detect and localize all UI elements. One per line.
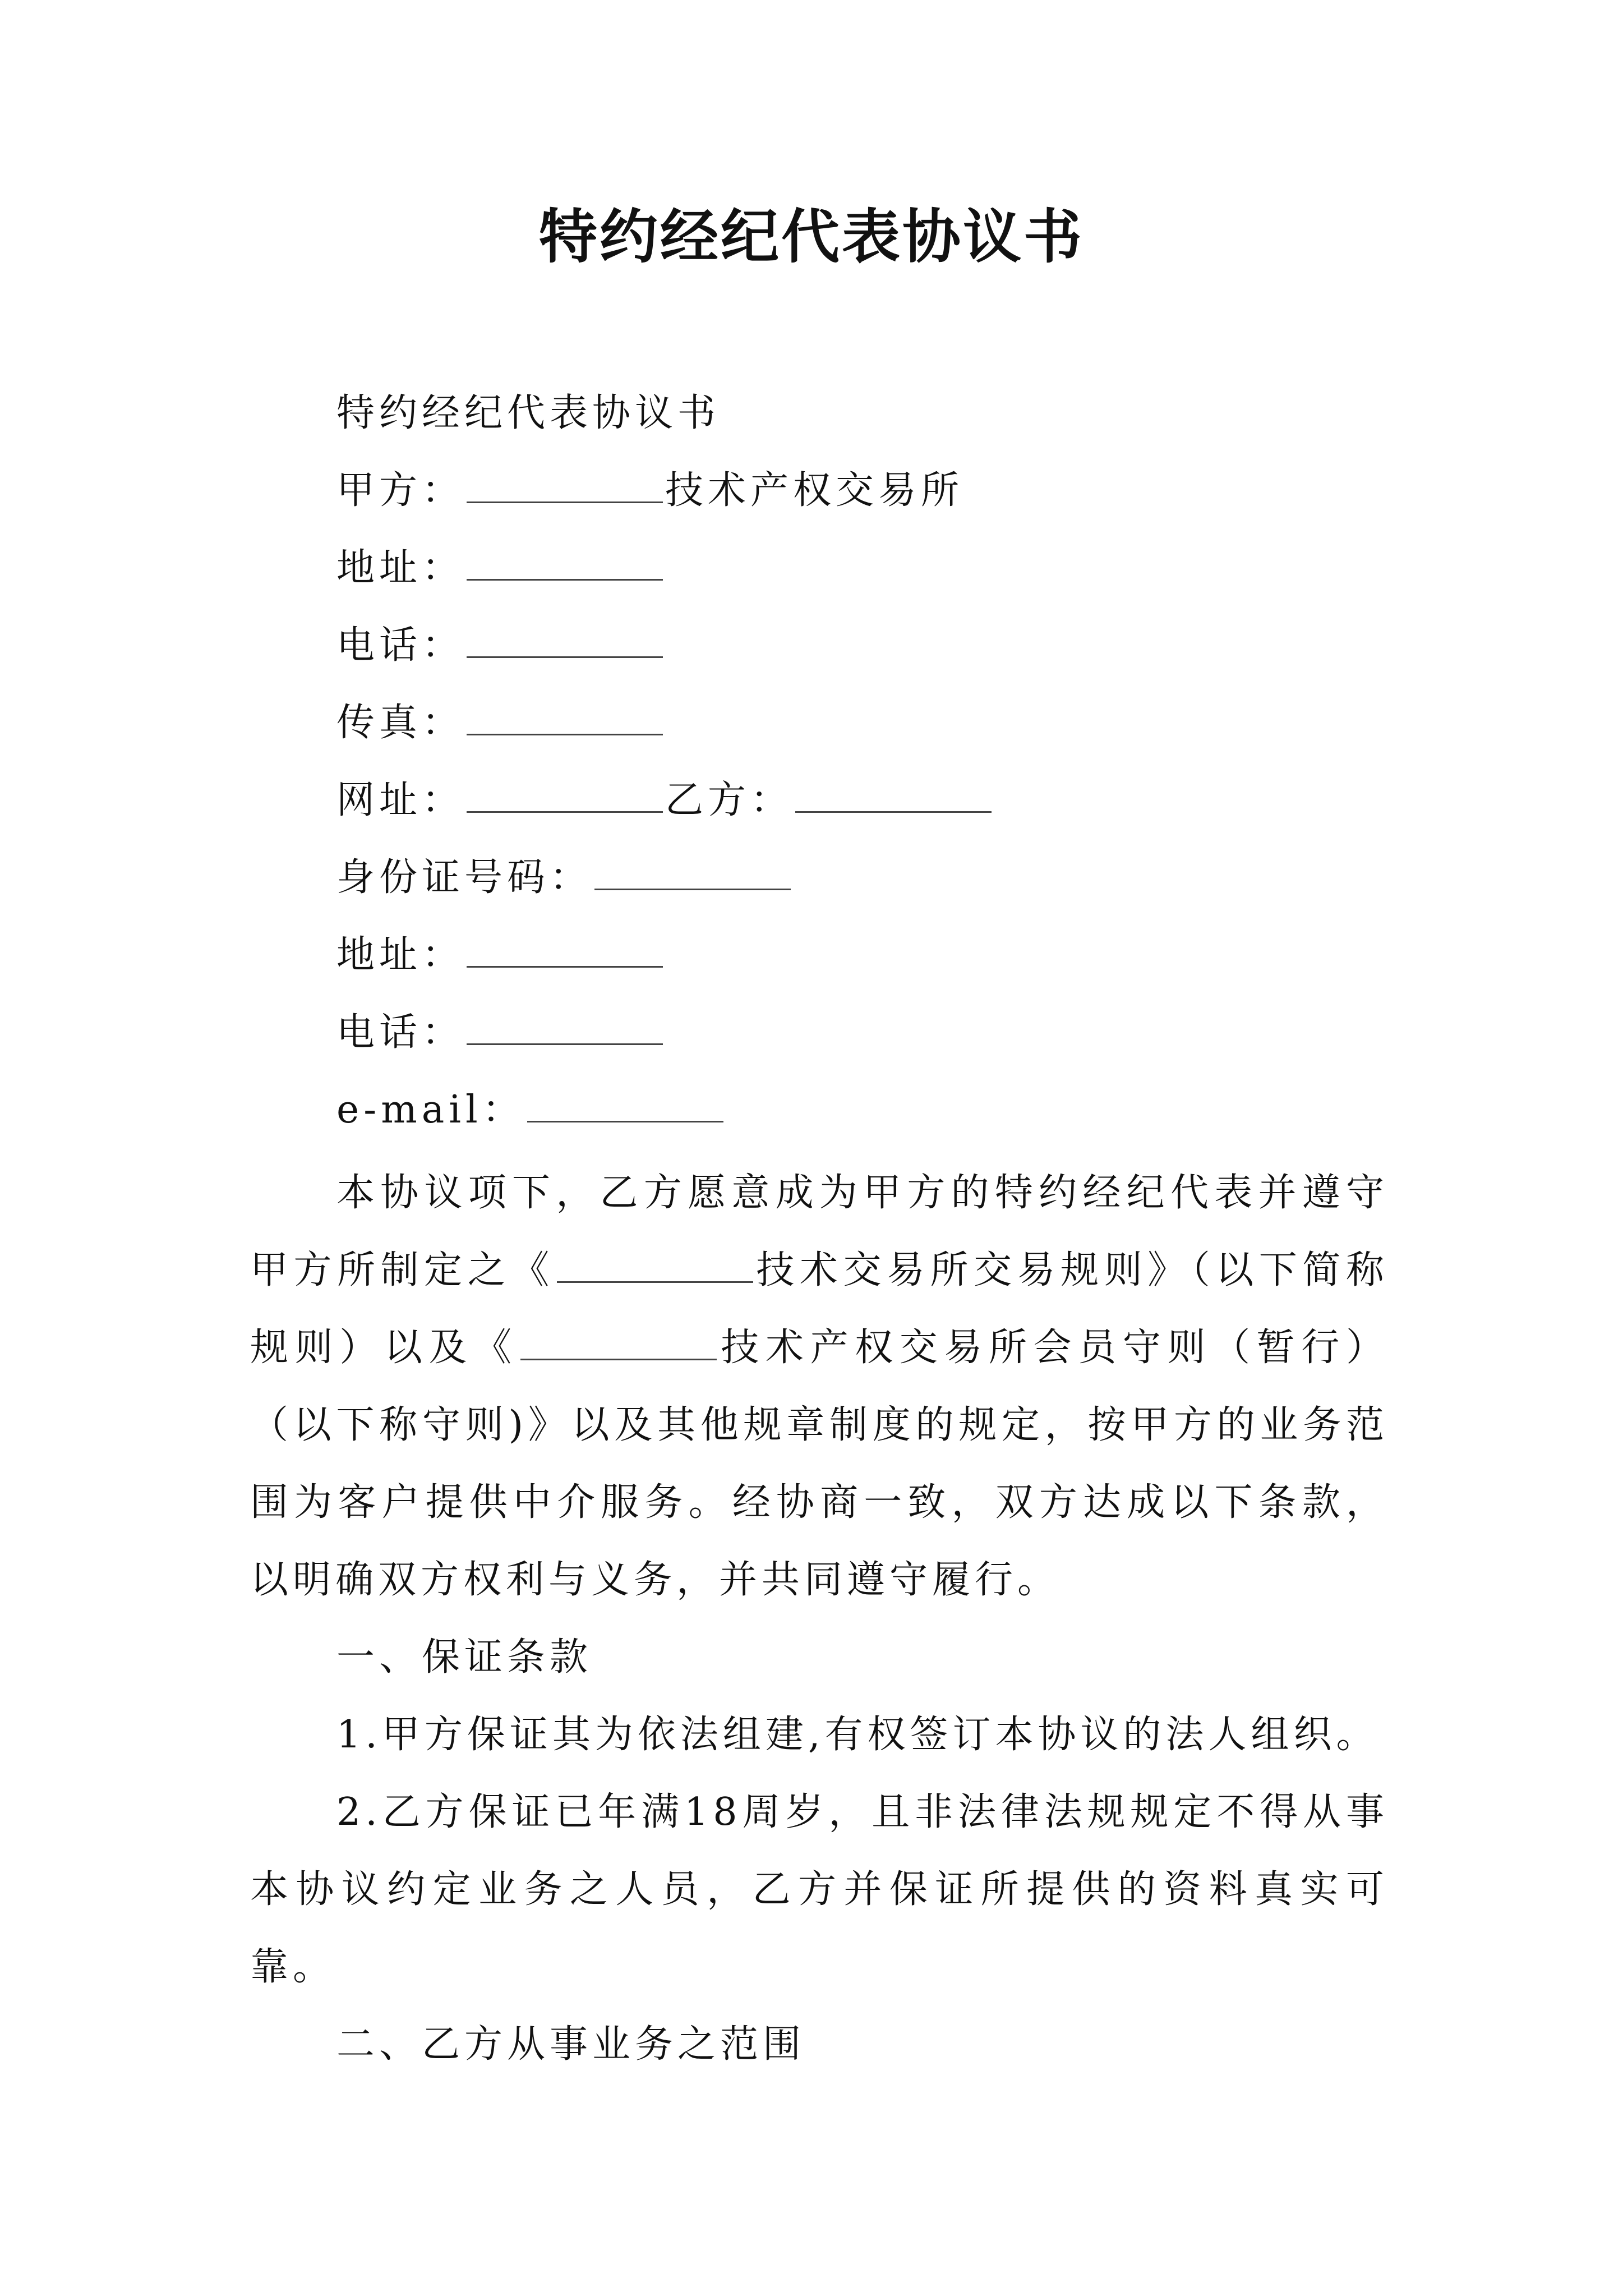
party-b-blank (795, 776, 992, 813)
email-label: e-mail： (336, 1088, 525, 1132)
email-line (336, 1085, 726, 1135)
phone-b-label: 电话： (336, 1010, 465, 1055)
party-a-line (336, 466, 963, 516)
intro-paragraph (250, 1154, 1389, 1619)
phone-b-blank (467, 1009, 663, 1045)
intro-part-3: 技术产权交易所会员守则（暂行）（以下称守则)》以及其他规章制度的规定，按甲方的业务范围为客户提供中介服务。经协商一致，双方达成以下条款，以明确双方权利与义务，并共同遵守履行。 (250, 1326, 1389, 1602)
address-b-line (336, 930, 665, 981)
party-b-label: 乙方： (665, 778, 794, 822)
phone-a-blank (467, 622, 663, 658)
fax-a-line (336, 698, 665, 748)
website-blank (467, 776, 663, 813)
website-label: 网址： (336, 778, 465, 822)
address-a-blank (467, 544, 663, 581)
document-title: 特约经纪代表协议书 (538, 203, 1084, 271)
phone-a-line (336, 620, 665, 671)
section-1-item-2: 2.乙方保证已年满18周岁，且非法律法规规定不得从事本协议约定业务之人员，乙方并保证所提供的资料真实可靠。 (250, 1790, 1389, 1989)
address-b-blank (467, 931, 663, 968)
id-number-blank (594, 854, 791, 890)
rules-blank (557, 1246, 753, 1283)
party-a-suffix: 技术产权交易所 (665, 468, 964, 513)
phone-b-line (336, 1007, 665, 1058)
fax-a-blank (467, 699, 663, 735)
phone-a-label: 电话： (336, 623, 465, 668)
section-2-heading: 二、乙方从事业务之范围 (336, 2022, 806, 2067)
address-b-label: 地址： (336, 933, 465, 977)
id-number-label: 身份证号码： (336, 855, 593, 900)
section-1-heading: 一、保证条款 (336, 1635, 593, 1680)
subtitle-line: 特约经纪代表协议书 (336, 391, 721, 435)
section-1-item-1: 1.甲方保证其为依法组建,有权签订本协议的法人组织。 (336, 1713, 1379, 1757)
intro-part-1: 本协议项下，乙方愿意成为甲方的特约经纪代表并遵守甲方所制定之《 (250, 1171, 1389, 1292)
fax-a-label: 传真： (336, 701, 465, 745)
code-blank (520, 1324, 717, 1360)
website-line (336, 775, 994, 826)
id-number-line (336, 853, 793, 903)
email-blank (527, 1086, 723, 1122)
address-a-label: 地址： (336, 546, 465, 590)
party-a-label: 甲方： (336, 468, 465, 513)
address-a-line (336, 543, 665, 593)
party-a-blank (467, 467, 663, 503)
intro-part-2: 技术交易所交易规则》（以下简称规则）以及《 (250, 1248, 1389, 1370)
